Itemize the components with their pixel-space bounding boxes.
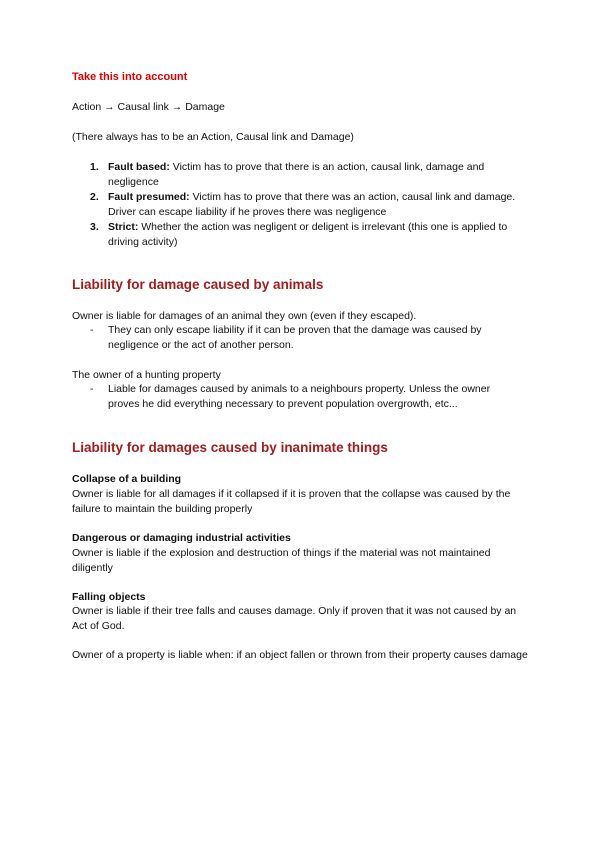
causation-note: (There always has to be an Action, Causal link and Damage) [72, 131, 354, 143]
inanimate-heading: Liability for damages caused by inanimate things [72, 440, 388, 455]
bullet-text: Liable for damages caused by animals to a neighbours property. Unless the owner proves he did everything necessary to prevent population overgrowth, etc... [108, 383, 491, 410]
hunting-bullets [72, 382, 517, 412]
liability-type-term: Fault presumed: [108, 191, 190, 203]
dash-bullet: - [90, 383, 94, 395]
liability-types-list [72, 160, 532, 250]
causation-chain: Action → Causal link → Damage [72, 101, 225, 113]
intro-title: Take this into account [72, 71, 188, 83]
bullet-text: They can only escape liability if it can be proven that the damage was caused by negligence or the act of another person. [108, 324, 482, 351]
animals-owner-text: Owner is liable for damages of an animal they own (even if they escaped). [72, 310, 417, 322]
liability-type-term: Strict: [108, 221, 139, 233]
property-text: Owner of a property is liable when: if an object fallen or thrown from their property causes damage [72, 649, 528, 661]
list-item [72, 323, 517, 353]
animals-heading: Liability for damage caused by animals [72, 277, 324, 292]
liability-type-term: Fault based: [108, 161, 170, 173]
dangerous-title: Dangerous or damaging industrial activities [72, 532, 291, 544]
falling-text: Owner is liable if their tree falls and causes damage. Only if proven that it was not caused by an Act of God. [72, 605, 517, 632]
list-item [72, 220, 532, 250]
list-number: 1. [90, 161, 99, 173]
falling-title: Falling objects [72, 591, 146, 603]
collapse-title: Collapse of a building [72, 473, 182, 485]
dash-bullet: - [90, 324, 94, 336]
list-item [72, 160, 532, 190]
liability-type-text: Whether the action was negligent or deligent is irrelevant (this one is applied to driving activity) [108, 221, 508, 248]
list-item [72, 382, 517, 412]
liability-type-text: Victim has to prove that there was an action, causal link and damage. Driver can escape liability if he proves there was negligence [108, 191, 516, 218]
list-number: 3. [90, 221, 99, 233]
list-item [72, 190, 532, 220]
animals-owner-bullets [72, 323, 517, 353]
liability-type-text: Victim has to prove that there is an action, causal link, damage and negligence [108, 161, 485, 188]
collapse-text: Owner is liable for all damages if it collapsed if it is proven that the collapse was caused by the failure to maintain the building properly [72, 488, 511, 515]
hunting-text: The owner of a hunting property [72, 369, 221, 381]
list-number: 2. [90, 191, 99, 203]
dangerous-text: Owner is liable if the explosion and destruction of things if the material was not maintained diligently [72, 547, 491, 574]
